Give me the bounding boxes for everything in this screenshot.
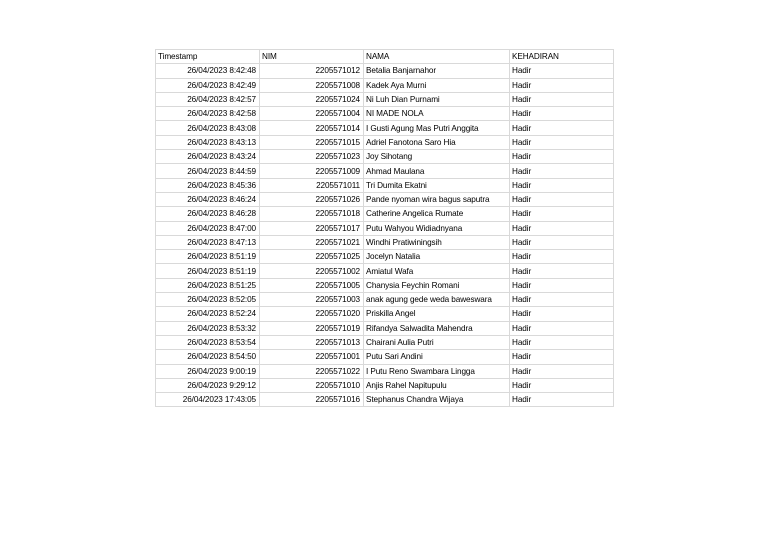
- header-nim: NIM: [260, 50, 364, 64]
- cell-nama: Joy Sihotang: [364, 150, 510, 164]
- cell-nama: anak agung gede weda baweswara: [364, 293, 510, 307]
- cell-kehadiran: Hadir: [510, 364, 614, 378]
- cell-nim: 2205571011: [260, 178, 364, 192]
- cell-nama: Adriel Fanotona Saro Hia: [364, 135, 510, 149]
- cell-nim: 2205571023: [260, 150, 364, 164]
- cell-timestamp: 26/04/2023 8:47:13: [156, 235, 260, 249]
- cell-nim: 2205571017: [260, 221, 364, 235]
- cell-timestamp: 26/04/2023 8:53:32: [156, 321, 260, 335]
- cell-nama: Chairani Aulia Putri: [364, 335, 510, 349]
- table-row: [156, 192, 614, 206]
- cell-nama: Chanysia Feychin Romani: [364, 278, 510, 292]
- table-row: [156, 321, 614, 335]
- header-row: [156, 50, 614, 64]
- cell-nama: Tri Dumita Ekatni: [364, 178, 510, 192]
- attendance-sheet: [155, 49, 613, 407]
- cell-timestamp: 26/04/2023 8:46:28: [156, 207, 260, 221]
- cell-timestamp: 26/04/2023 8:51:19: [156, 250, 260, 264]
- table-row: [156, 350, 614, 364]
- cell-timestamp: 26/04/2023 8:42:57: [156, 92, 260, 106]
- cell-nim: 2205571026: [260, 192, 364, 206]
- cell-timestamp: 26/04/2023 8:51:19: [156, 264, 260, 278]
- cell-nama: Rifandya Salwadita Mahendra: [364, 321, 510, 335]
- cell-kehadiran: Hadir: [510, 350, 614, 364]
- cell-nama: Priskilla Angel: [364, 307, 510, 321]
- cell-timestamp: 26/04/2023 9:29:12: [156, 378, 260, 392]
- cell-timestamp: 26/04/2023 8:51:25: [156, 278, 260, 292]
- cell-kehadiran: Hadir: [510, 278, 614, 292]
- table-row: [156, 293, 614, 307]
- table-row: [156, 135, 614, 149]
- table-row: [156, 121, 614, 135]
- cell-kehadiran: Hadir: [510, 307, 614, 321]
- table-row: [156, 378, 614, 392]
- cell-kehadiran: Hadir: [510, 164, 614, 178]
- cell-nim: 2205571015: [260, 135, 364, 149]
- table-row: [156, 164, 614, 178]
- cell-timestamp: 26/04/2023 8:54:50: [156, 350, 260, 364]
- cell-nim: 2205571010: [260, 378, 364, 392]
- cell-nama: Putu Wahyou Widiadnyana: [364, 221, 510, 235]
- cell-nim: 2205571025: [260, 250, 364, 264]
- cell-nim: 2205571002: [260, 264, 364, 278]
- cell-kehadiran: Hadir: [510, 221, 614, 235]
- table-row: [156, 64, 614, 78]
- cell-kehadiran: Hadir: [510, 250, 614, 264]
- table-row: [156, 364, 614, 378]
- cell-kehadiran: Hadir: [510, 335, 614, 349]
- cell-nim: 2205571020: [260, 307, 364, 321]
- cell-kehadiran: Hadir: [510, 192, 614, 206]
- cell-timestamp: 26/04/2023 8:46:24: [156, 192, 260, 206]
- cell-nama: Windhi Pratiwiningsih: [364, 235, 510, 249]
- cell-timestamp: 26/04/2023 8:43:13: [156, 135, 260, 149]
- cell-timestamp: 26/04/2023 8:42:48: [156, 64, 260, 78]
- header-timestamp: Timestamp: [156, 50, 260, 64]
- header-kehadiran: KEHADIRAN: [510, 50, 614, 64]
- cell-timestamp: 26/04/2023 9:00:19: [156, 364, 260, 378]
- cell-nim: 2205571004: [260, 107, 364, 121]
- cell-nim: 2205571001: [260, 350, 364, 364]
- cell-nim: 2205571021: [260, 235, 364, 249]
- cell-kehadiran: Hadir: [510, 321, 614, 335]
- cell-nama: Betalia Banjarnahor: [364, 64, 510, 78]
- cell-nim: 2205571012: [260, 64, 364, 78]
- cell-timestamp: 26/04/2023 8:43:24: [156, 150, 260, 164]
- cell-kehadiran: Hadir: [510, 64, 614, 78]
- cell-nim: 2205571014: [260, 121, 364, 135]
- cell-kehadiran: Hadir: [510, 235, 614, 249]
- cell-nama: Kadek Aya Murni: [364, 78, 510, 92]
- table-row: [156, 150, 614, 164]
- table-row: [156, 278, 614, 292]
- cell-timestamp: 26/04/2023 8:53:54: [156, 335, 260, 349]
- table-row: [156, 250, 614, 264]
- cell-kehadiran: Hadir: [510, 264, 614, 278]
- cell-nim: 2205571022: [260, 364, 364, 378]
- cell-nama: Amiatul Wafa: [364, 264, 510, 278]
- cell-kehadiran: Hadir: [510, 293, 614, 307]
- attendance-table: [155, 49, 614, 407]
- cell-nim: 2205571016: [260, 393, 364, 407]
- cell-nama: Ni Luh Dian Purnami: [364, 92, 510, 106]
- cell-kehadiran: Hadir: [510, 78, 614, 92]
- cell-kehadiran: Hadir: [510, 121, 614, 135]
- cell-nim: 2205571003: [260, 293, 364, 307]
- table-row: [156, 235, 614, 249]
- table-body: [156, 64, 614, 407]
- cell-timestamp: 26/04/2023 8:47:00: [156, 221, 260, 235]
- table-row: [156, 221, 614, 235]
- cell-timestamp: 26/04/2023 8:45:36: [156, 178, 260, 192]
- cell-kehadiran: Hadir: [510, 393, 614, 407]
- cell-nim: 2205571008: [260, 78, 364, 92]
- cell-timestamp: 26/04/2023 8:42:58: [156, 107, 260, 121]
- cell-timestamp: 26/04/2023 8:42:49: [156, 78, 260, 92]
- table-row: [156, 107, 614, 121]
- cell-nim: 2205571024: [260, 92, 364, 106]
- cell-kehadiran: Hadir: [510, 135, 614, 149]
- cell-nama: Stephanus Chandra Wijaya: [364, 393, 510, 407]
- table-row: [156, 178, 614, 192]
- table-row: [156, 78, 614, 92]
- cell-nim: 2205571019: [260, 321, 364, 335]
- table-row: [156, 92, 614, 106]
- cell-nama: I Putu Reno Swambara Lingga: [364, 364, 510, 378]
- table-row: [156, 264, 614, 278]
- cell-nama: Pande nyoman wira bagus saputra: [364, 192, 510, 206]
- cell-nama: NI MADE NOLA: [364, 107, 510, 121]
- table-row: [156, 307, 614, 321]
- table-row: [156, 207, 614, 221]
- cell-nim: 2205571013: [260, 335, 364, 349]
- header-nama: NAMA: [364, 50, 510, 64]
- cell-kehadiran: Hadir: [510, 92, 614, 106]
- cell-kehadiran: Hadir: [510, 378, 614, 392]
- cell-kehadiran: Hadir: [510, 150, 614, 164]
- cell-timestamp: 26/04/2023 8:52:05: [156, 293, 260, 307]
- table-row: [156, 335, 614, 349]
- cell-timestamp: 26/04/2023 8:52:24: [156, 307, 260, 321]
- cell-nama: Jocelyn Natalia: [364, 250, 510, 264]
- cell-nim: 2205571005: [260, 278, 364, 292]
- cell-nama: I Gusti Agung Mas Putri Anggita: [364, 121, 510, 135]
- cell-timestamp: 26/04/2023 8:44:59: [156, 164, 260, 178]
- cell-nama: Anjis Rahel Napitupulu: [364, 378, 510, 392]
- table-row: [156, 393, 614, 407]
- cell-nim: 2205571009: [260, 164, 364, 178]
- cell-nama: Catherine Angelica Rumate: [364, 207, 510, 221]
- cell-nim: 2205571018: [260, 207, 364, 221]
- cell-kehadiran: Hadir: [510, 107, 614, 121]
- cell-kehadiran: Hadir: [510, 207, 614, 221]
- cell-nama: Ahmad Maulana: [364, 164, 510, 178]
- cell-timestamp: 26/04/2023 8:43:08: [156, 121, 260, 135]
- cell-kehadiran: Hadir: [510, 178, 614, 192]
- cell-timestamp: 26/04/2023 17:43:05: [156, 393, 260, 407]
- cell-nama: Putu Sari Andini: [364, 350, 510, 364]
